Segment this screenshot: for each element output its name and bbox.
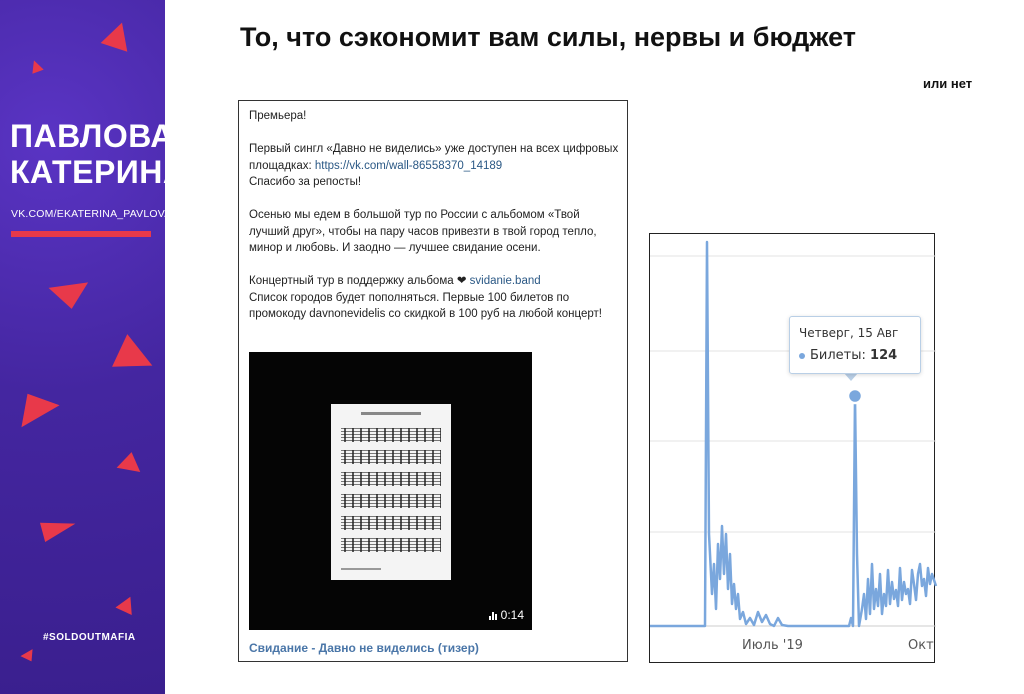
tooltip-date: Четверг, 15 Авг xyxy=(799,326,899,340)
tooltip-value: 124 xyxy=(870,348,898,363)
post-premiere-line: Премьера! xyxy=(249,110,307,122)
tooltip-arrow xyxy=(844,373,858,381)
tooltip-value-row xyxy=(799,348,897,363)
music-staff xyxy=(341,428,441,442)
tooltip-series-label: Билеты: xyxy=(810,348,866,363)
video-duration xyxy=(489,608,524,622)
black-heart-icon: ❤ xyxy=(456,275,467,287)
post-single-text: Первый сингл «Давно не виделись» уже доступен на всех цифровых площадках: xyxy=(249,143,619,172)
highlight-point xyxy=(848,389,862,403)
video-duration-label: 0:14 xyxy=(500,608,524,622)
series-dot-icon xyxy=(799,353,805,359)
decor-triangle xyxy=(20,649,37,665)
music-staff xyxy=(341,538,441,552)
post-body xyxy=(249,108,619,339)
author-banner xyxy=(0,0,187,694)
decor-triangle xyxy=(49,282,92,311)
video-player[interactable] xyxy=(249,352,532,630)
x-tick-label: Окт xyxy=(908,638,934,653)
post-thanks-text: Спасибо за репосты! xyxy=(249,176,362,188)
decor-triangle xyxy=(28,58,43,73)
slide-title: То, что сэкономит вам силы, нервы и бюджет xyxy=(240,22,856,52)
post-single-link[interactable]: https://vk.com/wall-86558370_14189 xyxy=(314,159,503,172)
decor-triangle xyxy=(40,514,78,542)
sheet-title-line xyxy=(361,412,421,415)
post-tour-paragraph: Осенью мы едем в большой тур по России с альбомом «Твой лучший друг», чтобы на пару часов привезти в твой город тепло, минор и любовь. И заодно — лучшее свидание осени. xyxy=(249,209,597,254)
brand-underline xyxy=(11,231,151,237)
post-concert-text: Концертный тур в поддержку альбома xyxy=(249,275,457,287)
decor-triangle xyxy=(117,450,144,472)
decor-triangle xyxy=(112,334,160,382)
chart-tooltip xyxy=(789,316,921,374)
post-concert-link[interactable]: svidanie.band xyxy=(469,275,541,287)
post-cities-text: Список городов будет пополняться. Первые 100 билетов по промокоду davnonevidelis со скидкой в 100 руб на любой концерт! xyxy=(249,291,602,320)
decor-triangle xyxy=(115,593,138,615)
hashtag: #SOLDOUTMAFIA xyxy=(43,632,136,643)
video-title-link[interactable]: Свидание - Давно не виделись (тизер) xyxy=(249,641,479,655)
post-single-paragraph xyxy=(249,141,619,191)
equalizer-icon xyxy=(489,610,497,620)
decor-triangle xyxy=(8,383,59,428)
brand-name: ПАВЛОВА КАТЕРИНА xyxy=(10,118,187,190)
post-concert-paragraph xyxy=(249,273,619,323)
music-staff xyxy=(341,472,441,486)
vk-post-screenshot xyxy=(238,100,628,662)
music-staff xyxy=(341,494,441,508)
brand-link[interactable]: VK.COM/EKATERINA_PAVLOVA xyxy=(11,208,172,220)
sheet-footer-line xyxy=(341,568,381,570)
decor-triangle xyxy=(101,18,136,51)
music-staff xyxy=(341,450,441,464)
sheet-music-image xyxy=(331,404,451,580)
tickets-series-line xyxy=(650,242,936,626)
x-tick-label: Июль '19 xyxy=(742,638,803,653)
music-staff xyxy=(341,516,441,530)
ticket-sales-chart xyxy=(649,233,935,663)
slide-subtitle: или нет xyxy=(923,76,973,91)
chart-svg xyxy=(650,234,936,664)
